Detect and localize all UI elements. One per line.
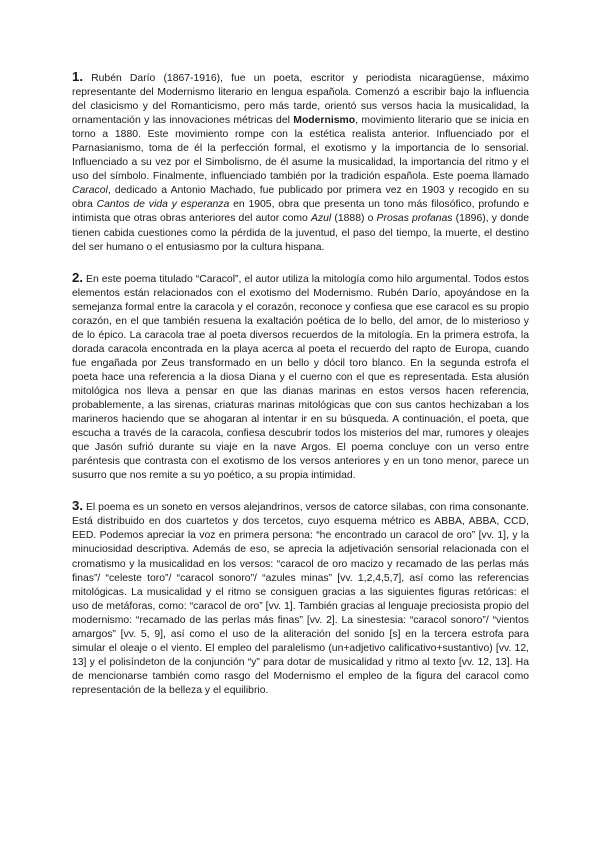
text-segment: En este poema titulado “Caracol”, el autor utiliza la mitología como hilo argumental. Todos estos elementos están relacionados con el exotismo del Modernismo. Rubén Darío, apoyándose en la semejanza formal entre la caracola y el corazón, reconoce y confiesa que ese caracol es su propio corazón, en el que también resuena la exaltación poética de lo bello, del amor, de lo misterioso y de lo épico. La caracola trae al poeta diversos recuerdos de la mitología. En la primera estrofa, la dorada caracola encontrada en la playa acerca al poeta el recuerdo del rapto de Europa, cuando fue engañada por Zeus transformado en un bello y dócil toro blanco. En la segunda estrofa el poeta hace una referencia a la diosa Diana y el cuerno con el que es representada. Esta alusión mitológica nos lleva a pensar en que las dianas marinas en estos versos hacen referencia, probablemente, a las sirenas, criaturas marinas mitológicas que con sus cantos hechizaban a los marineros haciendo que se ahogaran al intentar ir en su búsqueda. A continuación, el poeta, que escucha a través de la caracola, confiesa descubrir todos los misterios del mar, rumores y oleajes que Jasón sufrió durante su viaje en la nave Argos. El poema concluye con un verso entre paréntesis que contrasta con el exotismo de los versos anteriores y en un tono menor, parece un susurro que nos remite a su yo poético, a su propia intimidad. — [72, 273, 529, 482]
text-segment: El poema es un soneto en versos alejandrinos, versos de catorce sílabas, con rima consonante. Está distribuido en dos cuartetos y dos tercetos, cuyo esquema métrico es ABBA, ABBA, CCD, EED. Podemos apreciar la voz en primera persona: “he encontrado un caracol de oro” [vv. 1], y la minuciosidad descriptiva. Además de eso, se aprecia la adjetivación sensorial relacionada con el cromatismo y la musicalidad en los versos: “caracol de oro macizo y recamado de las perlas más finas”/ “celeste toro”/ “caracol sonoro”/ “azules minas” [vv. 1,2,4,5,7], así como las referencias mitológicas. La musicalidad y el ritmo se consiguen gracias a las siguientes figuras retóricas: el uso de metáforas, como: “caracol de oro” [vv. 1]. También gracias al lenguaje preciosista propio del modernismo: “recamado de las perlas más finas” [vv. 2]. La sinestesia: “caracol sonoro”/ “vientos amargos” [vv. 5, 9], así como el uso de la aliteración del sonido [s] en la tercera estrofa para simular el oleaje o el viento. El empleo del paralelismo (un+adjetivo calificativo+sustantivo) [vv. 12, 13] y el polisíndeton de la conjunción “y” para dotar de musicalidad y ritmo al texto [vv. 12, 13]. Ha de mencionarse también como rasgo del Modernismo el empleo de la figura del caracol como representación de la belleza y el equilibrio. — [72, 502, 529, 696]
text-segment: , movimiento literario que se inicia en torno a 1880. Este movimiento rompe con la estética realista anterior. Influenciado por el Parnasianismo, toma de él la perfección formal, el exotismo y la importancia de lo sensorial. Influenciado a su vez por el Simbolismo, de él asume la musicalidad, la importancia del ritmo y el uso del símbolo. Finalmente, influenciado también por la tradición española. Este poema llamado — [72, 115, 529, 183]
section-number-2: 2. — [72, 269, 83, 285]
emphasis-modernismo: Modernismo — [293, 115, 356, 127]
section-number-3: 3. — [72, 498, 83, 514]
section-number-1: 1. — [72, 69, 83, 84]
paragraph-1 — [72, 70, 529, 255]
paragraph-3 — [72, 499, 529, 698]
text-segment: Rubén Darío (1867-1916), fue un poeta, escritor y periodista nicaragüense, máximo representante del Modernismo literario en lengua española. Comenzó a escribir bajo la influencia del clasicismo y del Romanticismo, pero más tarde, orientó sus versos hacia la musicalidad, la ornamentación y las innovaciones métricas del — [72, 73, 529, 127]
title-cantos: Cantos de vida y esperanza — [96, 199, 230, 211]
text-segment: (1896), y donde tienen cabida cuestiones como la pérdida de la juventud, el paso del tiempo, la muerte, el destino del ser humano o el entusiasmo por la cultura hispana. — [72, 213, 530, 253]
title-azul: Azul — [311, 213, 332, 225]
text-segment: en 1905, obra que presenta un tono más filosófico, profundo e intimista que otras obras anteriores del autor como — [72, 199, 530, 225]
text-segment: (1888) o — [331, 213, 377, 225]
title-prosas: Prosas profanas — [376, 213, 453, 225]
paragraph-2 — [72, 271, 529, 484]
document-page — [72, 70, 529, 698]
title-caracol: Caracol — [72, 185, 108, 197]
text-segment: , dedicado a Antonio Machado, fue publicado por primera vez en 1903 y recogido en su obra — [72, 185, 529, 211]
